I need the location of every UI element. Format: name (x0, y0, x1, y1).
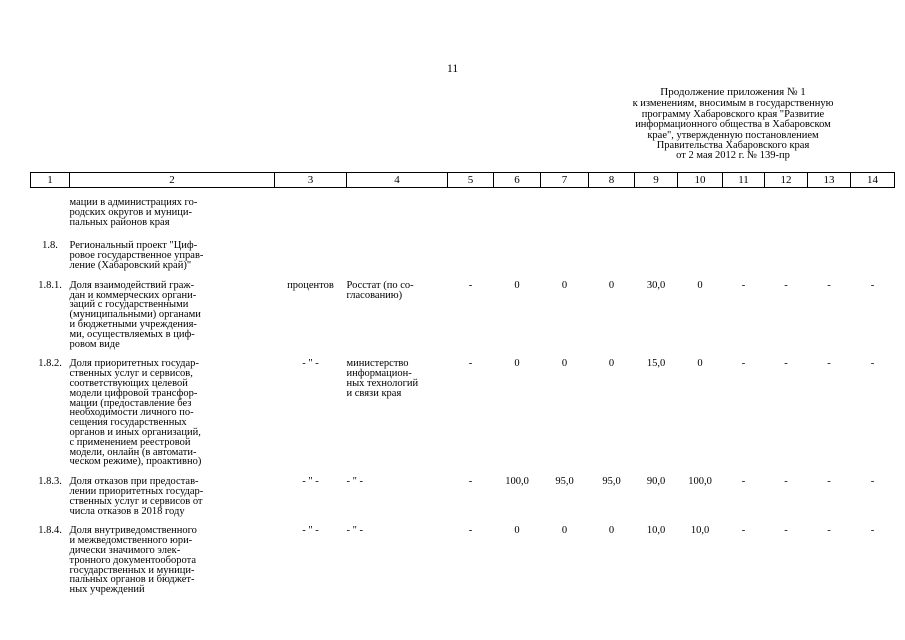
table-row (31, 271, 895, 350)
value-cell: 0 (514, 279, 520, 291)
value-cell (851, 227, 895, 270)
appendix-line: крае", утвержденную постановлением (647, 129, 819, 141)
value-cell: - (468, 525, 473, 537)
table-row (31, 516, 895, 595)
indicator-name: Доля внутриведомственного и межведомственного юри- дически значимого элек- тронного документооборота государственных и муници- пальных органов и бюджет- ных учреждений (69, 525, 197, 596)
column-header: 2 (70, 173, 275, 188)
table-row (31, 227, 895, 270)
value-cell: - (827, 279, 831, 291)
row-number: 1.8.3. (38, 476, 62, 488)
appendix-title: Продолжение приложения № 1 (660, 86, 806, 98)
value-cell: - (741, 476, 746, 488)
value-cell (541, 188, 589, 228)
value-cell: - (741, 279, 746, 291)
row-number (31, 188, 70, 228)
value-cell: 100,0 (688, 476, 712, 488)
value-cell: - (870, 358, 875, 370)
value-cell: 0 (608, 525, 615, 537)
unit-cell: - " - (302, 476, 319, 488)
row-number: 1.8.4. (38, 525, 62, 537)
table-row (31, 188, 895, 228)
value-cell (678, 227, 723, 270)
value-cell: 90,0 (646, 476, 666, 488)
column-header: 5 (448, 173, 494, 188)
appendix-line: к изменениям, вносимым в государственную (632, 98, 834, 110)
table-row (31, 467, 895, 516)
column-header: 12 (765, 173, 808, 188)
value-cell (541, 227, 589, 270)
source-cell: - " - (346, 476, 364, 488)
value-cell: 95,0 (602, 476, 621, 488)
value-cell (723, 227, 765, 270)
value-cell: - (827, 358, 831, 370)
value-cell (494, 227, 541, 270)
row-number: 1.8. (42, 240, 58, 252)
value-cell: 0 (514, 525, 520, 537)
value-cell: 0 (697, 358, 703, 370)
value-cell (678, 188, 723, 228)
column-header: 9 (635, 173, 678, 188)
unit-cell: - " - (302, 358, 319, 370)
column-header: 6 (494, 173, 541, 188)
value-cell: - (784, 476, 788, 488)
value-cell: 15,0 (646, 358, 666, 370)
column-header: 10 (678, 173, 723, 188)
value-cell (765, 188, 808, 228)
column-header: 11 (723, 173, 765, 188)
value-cell: 0 (697, 279, 703, 291)
column-header: 14 (851, 173, 895, 188)
value-cell (494, 188, 541, 228)
unit-cell (275, 188, 347, 228)
appendix-line: информационного общества в Хабаровском (635, 119, 831, 131)
source-cell: министерство информацион- ных технологий и связи края (346, 358, 419, 399)
value-cell (635, 227, 678, 270)
page-number: 11 (447, 63, 459, 75)
column-header: 4 (347, 173, 448, 188)
value-cell: - (468, 358, 473, 370)
column-header: 3 (275, 173, 347, 188)
column-header: 13 (808, 173, 851, 188)
value-cell: 0 (514, 358, 520, 370)
unit-cell: процентов (287, 279, 334, 291)
value-cell: 0 (608, 358, 615, 370)
value-cell (808, 227, 851, 270)
value-cell: 0 (608, 279, 615, 291)
value-cell (448, 188, 494, 228)
value-cell: - (468, 279, 473, 291)
source-cell: Росстат (по со- гласованию) (346, 279, 414, 301)
value-cell: 0 (561, 358, 568, 370)
source-cell (347, 188, 448, 228)
value-cell: 30,0 (646, 279, 666, 291)
indicator-name: Региональный проект "Циф- ровое государственное управ- ление (Хабаровский край)" (69, 240, 204, 271)
value-cell (589, 188, 635, 228)
value-cell: 100,0 (505, 476, 529, 488)
value-cell: 10,0 (690, 525, 710, 537)
value-cell: 0 (561, 525, 568, 537)
value-cell (765, 227, 808, 270)
value-cell: - (741, 525, 746, 537)
source-cell: - " - (346, 525, 364, 537)
value-cell: - (784, 358, 788, 370)
value-cell: - (741, 358, 746, 370)
value-cell: 0 (561, 279, 568, 291)
value-cell: 95,0 (555, 476, 574, 488)
indicators-table (30, 172, 895, 595)
row-number: 1.8.1. (38, 279, 62, 291)
appendix-line: от 2 мая 2012 г. № 139-пр (676, 150, 790, 162)
value-cell (635, 188, 678, 228)
value-cell: - (468, 476, 473, 488)
indicator-name: Доля отказов при предостав- лении приоритетных государ- ственных услуг и сервисов от числа отказов в 2018 году (69, 476, 204, 517)
value-cell: - (870, 476, 875, 488)
value-cell (723, 188, 765, 228)
indicator-name: Доля взаимодействий граж- дан и коммерческих органи- заций с государственными (муниципальными) органами и бюджетными учреждения- ми, осуществляемых в циф- ровом виде (69, 279, 201, 350)
column-header: 1 (31, 173, 70, 188)
value-cell (851, 188, 895, 228)
value-cell: - (827, 476, 831, 488)
value-cell: 10,0 (646, 525, 666, 537)
row-number: 1.8.2. (38, 358, 62, 370)
value-cell (589, 227, 635, 270)
value-cell: - (870, 279, 875, 291)
column-header: 7 (541, 173, 589, 188)
unit-cell: - " - (302, 525, 319, 537)
value-cell (448, 227, 494, 270)
indicator-name: Доля приоритетных государ- ственных услуг и сервисов, соответствующих целевой модели цифровой трансфор- мации (предоставление без необходимости личного по- сещения государственных органов и иных организаций, с применением реестровой модели, онлайн (в автомати- ческом режиме), проактивно) (69, 358, 202, 468)
indicator-name: мации в администрациях го- родских округов и муници- пальных районов края (69, 197, 198, 228)
value-cell: - (784, 279, 788, 291)
unit-cell (275, 227, 347, 270)
appendix-line: Правительства Хабаровского края (656, 140, 810, 152)
appendix-header (598, 87, 868, 162)
table-row (31, 349, 895, 467)
value-cell (808, 188, 851, 228)
appendix-line: программу Хабаровского края "Развитие (641, 108, 825, 120)
value-cell: - (870, 525, 875, 537)
column-header: 8 (589, 173, 635, 188)
value-cell: - (827, 525, 831, 537)
value-cell: - (784, 525, 788, 537)
column-number-row (31, 173, 895, 188)
source-cell (347, 227, 448, 270)
